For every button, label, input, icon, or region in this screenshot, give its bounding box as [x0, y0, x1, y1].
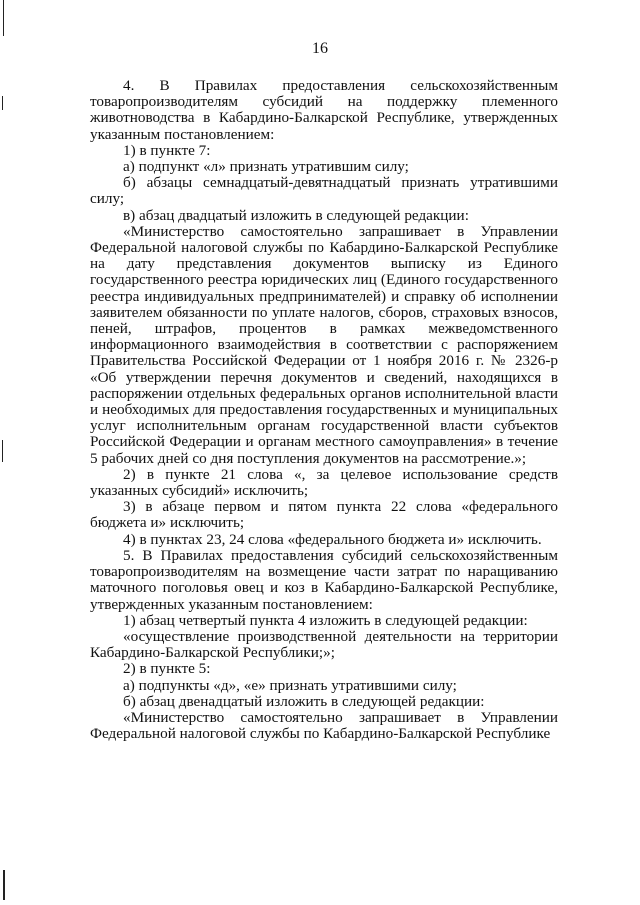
paragraph-subitem-v: в) абзац двадцатый изложить в следующей редакции: [123, 206, 469, 224]
scan-edge-mark-bottom [3, 870, 5, 900]
scan-edge-mark-top [3, 0, 4, 36]
paragraph-subitem-3: 3) в абзаце первом и пятом пункта 22 слова «федерального бюджета и» исключить; [90, 498, 558, 532]
paragraph-subitem-4: 4) в пунктах 23, 24 слова «федерального бюджета и» исключить. [123, 530, 542, 548]
paragraph-item-5: 5. В Правилах предоставления субсидий сельскохозяйственным товаропроизводителям на возмещение части затрат по наращиванию маточного поголовья овец и коз в Кабардино-Балкарской Республике, утвержденных указанным постановлением: [90, 546, 558, 613]
quoted-paragraph-territory: «осуществление производственной деятельности на территории Кабардино-Балкарской Республики;»; [90, 627, 558, 662]
paragraph-subitem-2: 2) в пункте 21 слова «, за целевое использование средств указанных субсидий» исключить; [90, 465, 558, 500]
paragraph-subitem-b: б) абзацы семнадцатый-девятнадцатый признать утратившими силу; [90, 174, 558, 208]
scan-edge-mark-left-2 [2, 440, 3, 462]
paragraph-subitem-a: а) подпункт «л» признать утратившим силу; [123, 158, 409, 176]
quoted-paragraph-ministry-2: «Министерство самостоятельно запрашивает в Управлении Федеральной налоговой службы по Кабардино-Балкарской Республике [90, 708, 558, 743]
paragraph-subitem-a-b: а) подпункты «д», «е» признать утратившими силу; [123, 676, 457, 694]
paragraph-subitem-b-b: б) абзац двенадцатый изложить в следующей редакции: [123, 692, 485, 710]
paragraph-subitem-2-b: 2) в пункте 5: [123, 660, 211, 678]
paragraph-subitem-1-b: 1) абзац четвертый пункта 4 изложить в следующей редакции: [123, 611, 528, 629]
scan-edge-mark-left-1 [2, 96, 3, 110]
document-body [90, 78, 558, 742]
paragraph-subitem-1: 1) в пункте 7: [123, 141, 211, 159]
paragraph-item-4: 4. В Правилах предоставления сельскохозяйственным товаропроизводителям субсидий на поддержку племенного животноводства в Кабардино-Балкарской Республике, утвержденных указанным постановлением: [90, 77, 558, 143]
page-number: 16 [312, 40, 328, 57]
quoted-paragraph-ministry: «Министерство самостоятельно запрашивает в Управлении Федеральной налоговой службы по Кабардино-Балкарской Республике на дату представления документов выписку из Единого государственного реестра юридических лиц (Единого государственного реестра индивидуальных предпринимателей) и справку об исполнении заявителем обязанности по уплате налогов, сборов, страховых взносов, пеней, штрафов, процентов в рамках межведомственного информационного взаимодействия в соответствии с распоряжением Правительства Российской Федерации от 1 ноября 2016 г. № 2326-р «Об утверждении перечня документов и сведений, находящихся в распоряжении отдельных федеральных органов исполнительной власти и необходимых для предоставления государственных и муниципальных услуг исполнительным органам государственной власти субъектов Российской Федерации и органам местного самоуправления» в течение 5 рабочих дней со дня поступления документов на рассмотрение.»; [90, 222, 558, 467]
